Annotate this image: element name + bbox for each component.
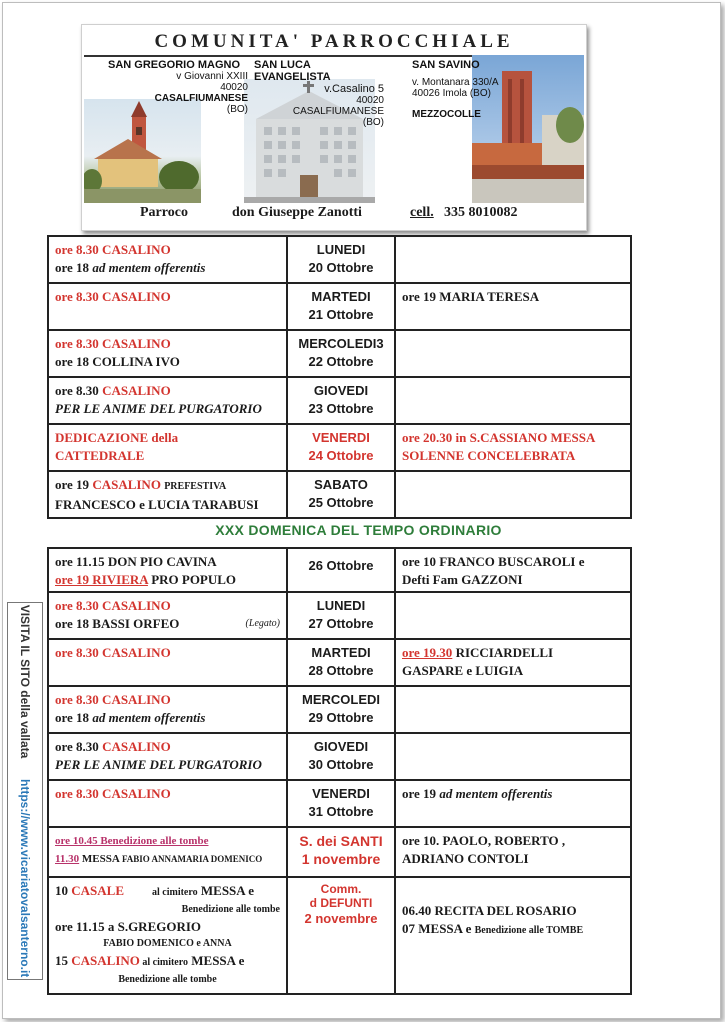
day-name: VENERDI <box>312 786 370 801</box>
day-cell <box>287 330 395 377</box>
right-cell <box>395 471 631 518</box>
left-cell <box>48 471 287 518</box>
day-cell <box>287 827 395 877</box>
church-address: v Giovanni XXIII <box>176 71 248 82</box>
table-row <box>48 377 631 424</box>
day-date: 30 Ottobre <box>308 757 374 772</box>
day-date: 24 Ottobre <box>308 448 374 463</box>
header-title: COMUNITA' PARROCCHIALE <box>154 31 514 52</box>
schedule-week-1 <box>47 235 632 519</box>
parroco-label: Parroco <box>140 205 188 220</box>
mass-line: ore 8.30 CASALINO <box>55 645 171 660</box>
right-cell <box>395 639 631 686</box>
church-town: CASALFIUMANESE <box>154 93 248 104</box>
day-date: 20 Ottobre <box>308 260 374 275</box>
right-cell <box>395 827 631 877</box>
right-cell <box>395 330 631 377</box>
mass-line: SOLENNE CONCELEBRATA <box>402 448 576 463</box>
mass-line: ore 8.30 CASALINO <box>55 289 171 304</box>
mass-line: FABIO DOMENICO e ANNA <box>103 938 232 949</box>
mass-line: ore 20.30 in S.CASSIANO MESSA <box>402 430 596 445</box>
left-cell <box>48 686 287 733</box>
day-cell <box>287 236 395 283</box>
mass-line: Benedizione alle tombe <box>181 904 280 915</box>
church-province: (BO) <box>362 117 384 128</box>
church-name: SAN LUCA EVANGELISTA <box>254 59 331 83</box>
day-cell <box>287 592 395 639</box>
right-cell <box>395 236 631 283</box>
parroco-name: don Giuseppe Zanotti <box>232 205 362 220</box>
left-cell <box>48 592 287 639</box>
church-zip: 40020 <box>356 95 384 106</box>
right-cell <box>395 424 631 471</box>
church-info-san-gregorio <box>108 59 248 115</box>
right-cell <box>395 780 631 827</box>
left-cell <box>48 877 287 994</box>
mass-line: ore 10.45 Benedizione alle tombe <box>55 835 209 847</box>
day-date: 23 Ottobre <box>308 401 374 416</box>
mass-line: ore 10. PAOLO, ROBERTO , <box>402 833 566 848</box>
day-name: MERCOLEDI <box>302 692 380 707</box>
website-banner <box>18 605 32 978</box>
schedule-week-2 <box>47 547 632 995</box>
mass-line: PER LE ANIME DEL PURGATORIO <box>55 401 262 416</box>
day-cell <box>287 471 395 518</box>
day-cell <box>287 639 395 686</box>
mass-line: ADRIANO CONTOLI <box>402 851 529 866</box>
church-info-san-savino <box>412 59 532 120</box>
mass-line: 07 MESSA e Benedizione alle TOMBE <box>402 921 584 936</box>
mass-line: ore 8.30 CASALINO <box>55 786 171 801</box>
left-cell <box>48 236 287 283</box>
table-row <box>48 592 631 639</box>
mass-line: Defti Fam GAZZONI <box>402 572 523 587</box>
day-name: Comm. d DEFUNTI <box>309 882 373 910</box>
day-name: S. dei SANTI <box>299 833 383 849</box>
mass-line: ore 8.30 CASALINO <box>55 242 171 257</box>
left-cell <box>48 548 287 592</box>
left-cell <box>48 283 287 330</box>
website-link[interactable]: https://www.vicariatovalsanterno.it <box>18 779 32 978</box>
mass-line: ore 19.30 RICCIARDELLI <box>402 645 554 660</box>
table-row <box>48 548 631 592</box>
day-date: 2 novembre <box>304 911 378 926</box>
left-cell <box>48 733 287 780</box>
table-row <box>48 733 631 780</box>
table-row <box>48 283 631 330</box>
church-address: v. Montanara 330/A <box>412 77 499 88</box>
table-row <box>48 330 631 377</box>
day-date: 28 Ottobre <box>308 663 374 678</box>
right-cell <box>395 548 631 592</box>
day-date: 26 Ottobre <box>308 558 374 573</box>
table-row <box>48 471 631 518</box>
right-cell <box>395 377 631 424</box>
day-name: LUNEDI <box>316 598 366 613</box>
left-cell <box>48 780 287 827</box>
mass-line: ore 19 MARIA TERESA <box>402 289 540 304</box>
mass-line: ore 19 RIVIERA PRO POPULO <box>55 572 237 587</box>
mass-line: ore 19 ad mentem offerentis <box>402 786 553 801</box>
mass-line: 15 CASALINO al cimitero MESSA e <box>55 953 245 968</box>
mass-line: 11.30 MESSA FABIO ANNAMARIA DOMENICO <box>55 853 263 865</box>
church-name: SAN SAVINO <box>412 59 480 71</box>
left-cell <box>48 330 287 377</box>
mass-line: CATTEDRALE <box>55 448 145 463</box>
right-cell <box>395 686 631 733</box>
day-cell <box>287 780 395 827</box>
website-sidebar <box>7 602 43 980</box>
mass-line: PER LE ANIME DEL PURGATORIO <box>55 757 262 772</box>
mass-line: ore 8.30 CASALINO <box>55 739 171 754</box>
mass-line: Benedizione alle tombe <box>118 974 217 985</box>
church-zip: 40026 Imola (BO) <box>412 88 491 99</box>
church-address: v.Casalino 5 <box>324 83 384 95</box>
mass-line: ore 10 FRANCO BUSCAROLI e <box>402 554 585 569</box>
mass-line: ore 18 ad mentem offerentis <box>55 260 206 275</box>
day-name: VENERDI <box>312 430 370 445</box>
mass-line: DEDICAZIONE della <box>55 430 179 445</box>
left-cell <box>48 424 287 471</box>
table-row <box>48 236 631 283</box>
day-date: 21 Ottobre <box>308 307 374 322</box>
right-cell <box>395 283 631 330</box>
day-cell <box>287 548 395 592</box>
day-cell <box>287 283 395 330</box>
day-date: 25 Ottobre <box>308 495 374 510</box>
day-name: SABATO <box>314 477 368 492</box>
day-name: GIOVEDI <box>313 383 369 398</box>
mass-line: 10 CASALE al cimitero MESSA e <box>55 883 254 898</box>
table-row <box>48 639 631 686</box>
mass-line: ore 8.30 CASALINO <box>55 383 171 398</box>
church-info-san-luca <box>254 59 384 128</box>
church-town: CASALFIUMANESE <box>292 106 384 117</box>
left-cell <box>48 827 287 877</box>
day-cell <box>287 377 395 424</box>
mass-line: ore 11.15 a S.GREGORIO <box>55 919 202 934</box>
day-date: 22 Ottobre <box>308 354 374 369</box>
day-cell <box>287 877 395 994</box>
church-name: SAN GREGORIO MAGNO <box>108 59 241 71</box>
website-label: VISITA IL SITO della vallata <box>18 604 32 759</box>
mass-line: ore 8.30 CASALINO <box>55 598 171 613</box>
day-name: LUNEDI <box>316 242 366 257</box>
day-date: 27 Ottobre <box>308 616 374 631</box>
left-cell <box>48 639 287 686</box>
mass-line: ore 8.30 CASALINO <box>55 692 171 707</box>
table-row <box>48 877 631 994</box>
day-cell <box>287 424 395 471</box>
table-row <box>48 780 631 827</box>
church-town: MEZZOCOLLE <box>412 109 481 120</box>
table-row <box>48 424 631 471</box>
left-cell <box>48 377 287 424</box>
mass-line: ore 8.30 CASALINO <box>55 336 171 351</box>
church-province: (BO) <box>226 104 248 115</box>
mass-line: ore 18 COLLINA IVO <box>55 354 180 369</box>
parish-header <box>81 24 587 231</box>
day-cell <box>287 686 395 733</box>
right-cell <box>395 592 631 639</box>
mass-line: ore 19 CASALINO PREFESTIVA <box>55 477 227 492</box>
day-date: 29 Ottobre <box>308 710 374 725</box>
mass-line: FRANCESCO e LUCIA TARABUSI <box>55 497 259 512</box>
mass-line: ore 11.15 DON PIO CAVINA <box>55 554 217 569</box>
day-cell <box>287 733 395 780</box>
day-name: MERCOLEDI3 <box>298 336 384 351</box>
day-name: MARTEDI <box>311 289 371 304</box>
sunday-title: XXX DOMENICA DEL TEMPO ORDINARIO <box>215 522 502 538</box>
mass-line: ore 18 BASSI ORFEO (Legato) <box>55 616 280 631</box>
day-date: 31 Ottobre <box>308 804 374 819</box>
day-date: 1 novembre <box>301 851 381 867</box>
day-name: GIOVEDI <box>313 739 369 754</box>
table-row <box>48 827 631 877</box>
right-cell <box>395 733 631 780</box>
mass-line: GASPARE e LUIGIA <box>402 663 524 678</box>
day-name: MARTEDI <box>311 645 371 660</box>
right-cell <box>395 877 631 994</box>
cell-label: cell. <box>410 205 434 220</box>
cell-number: 335 8010082 <box>444 205 518 220</box>
mass-line: ore 18 ad mentem offerentis <box>55 710 206 725</box>
church-zip: 40020 <box>220 82 248 93</box>
mass-line: 06.40 RECITA DEL ROSARIO <box>402 903 577 918</box>
table-row <box>48 686 631 733</box>
